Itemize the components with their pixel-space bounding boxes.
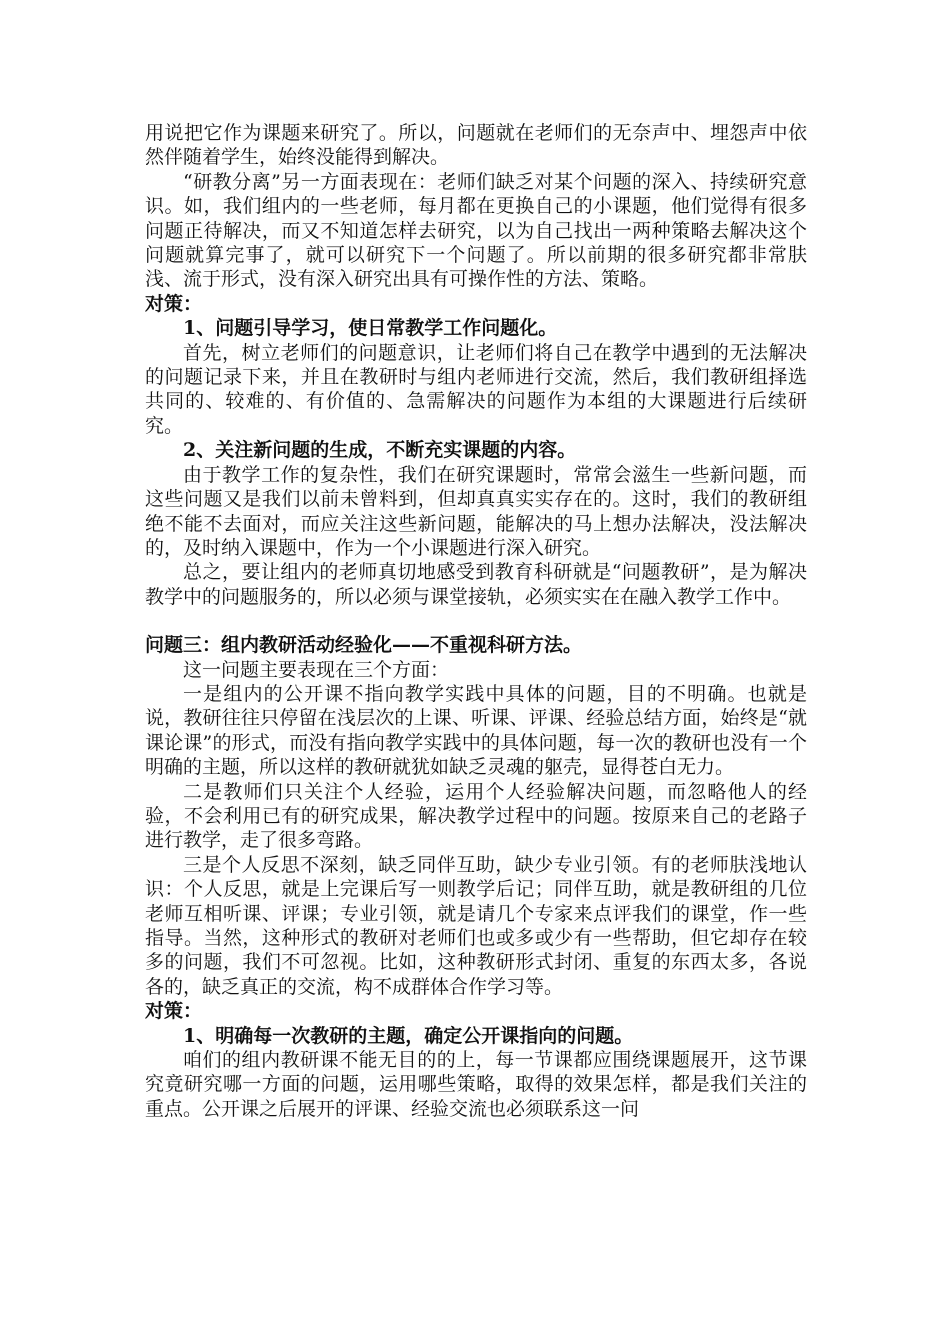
body-paragraph: 三是个人反思不深刻，缺乏同伴互助，缺少专业引领。有的老师肤浅地认识：个人反思，就是上完课后写一则教学后记；同伴互助，就是教研组的几位老师互相听课、评课；专业引领，就是请几个专家来点评我们的课堂，作一些指导。当然，这种形式的教研对老师们也或多或少有一些帮助，但它却存在较多的问题，我们不可忽视。比如，这种教研形式封闭、重复的东西太多，各说各的，缺乏真正的交流，构不成群体合作学习等。 — [145, 853, 807, 998]
body-paragraph: 二是教师们只关注个人经验，运用个人经验解决问题，而忽略他人的经验，不会利用已有的研究成果，解决教学过程中的问题。按原来自己的老路子进行教学，走了很多弯路。 — [145, 780, 807, 852]
paragraph-spacer — [145, 609, 807, 633]
body-paragraph: 这一问题主要表现在三个方面： — [183, 658, 450, 681]
document-page — [145, 121, 807, 1121]
section-heading: 对策： — [145, 292, 203, 315]
body-paragraph: 咱们的组内教研课不能无目的的上，每一节课都应围绕课题展开，这节课究竟研究哪一方面的问题，运用哪些策略，取得的效果怎样，都是我们关注的重点。公开课之后展开的评课、经验交流也必须联系这一问 — [145, 1049, 807, 1120]
body-paragraph: 由于教学工作的复杂性，我们在研究课题时，常常会滋生一些新问题，而这些问题又是我们以前未曾料到，但却真真实实存在的。这时，我们的教研组绝不能不去面对，而应关注这些新问题，能解决的马上想办法解决，没法解决的，及时纳入课题中，作为一个小课题进行深入研究。 — [145, 463, 807, 559]
section-subheading: 1、问题引导学习，使日常教学工作问题化。 — [183, 317, 558, 340]
body-paragraph: 首先，树立老师们的问题意识，让老师们将自己在教学中遇到的无法解决的问题记录下来，并且在教研时与组内老师进行交流，然后，我们教研组择选共同的、较难的、有价值的、急需解决的问题作为本组的大课题进行后续研究。 — [145, 341, 807, 437]
section-heading: 对策： — [145, 1000, 203, 1023]
body-paragraph: “研教分离”另一方面表现在：老师们缺乏对某个问题的深入、持续研究意识。如，我们组内的一些老师，每月都在更换自己的小课题，他们觉得有很多问题正待解决，而又不知道怎样去研究，以为自己找出一两种策略去解决这个问题就算完事了，就可以研究下一个问题了。所以前期的很多研究都非常肤浅、流于形式，没有深入研究出具有可操作性的方法、策略。 — [145, 170, 807, 291]
section-heading: 问题三：组内教研活动经验化——不重视科研方法。 — [145, 634, 583, 657]
body-paragraph: 一是组内的公开课不指向教学实践中具体的问题，目的不明确。也就是说，教研往往只停留在浅层次的上课、听课、评课、经验总结方面，始终是“就课论课”的形式，而没有指向教学实践中的具体问题，每一次的教研也没有一个明确的主题，所以这样的教研就犹如缺乏灵魂的躯壳，显得苍白无力。 — [145, 682, 807, 779]
body-paragraph: 用说把它作为课题来研究了。所以，问题就在老师们的无奈声中、埋怨声中依然伴随着学生，始终没能得到解决。 — [145, 122, 807, 169]
body-paragraph: 总之，要让组内的老师真切地感受到教育科研就是“问题教研”，是为解决教学中的问题服务的，所以必须与课堂接轨，必须实实在在融入教学工作中。 — [145, 561, 807, 608]
section-subheading: 1、明确每一次教研的主题，确定公开课指向的问题。 — [183, 1024, 634, 1047]
section-subheading: 2、关注新问题的生成，不断充实课题的内容。 — [183, 439, 577, 462]
